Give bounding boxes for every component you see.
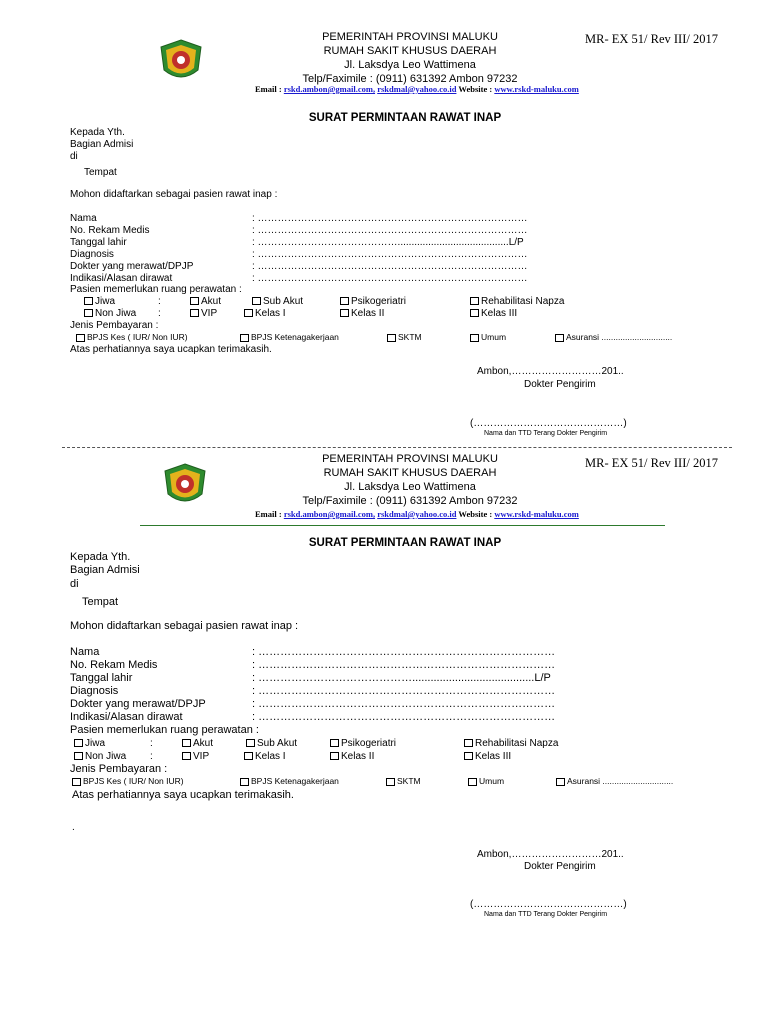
checkbox-icon[interactable] [468, 778, 477, 786]
letterhead [290, 30, 530, 86]
checkbox-icon[interactable] [470, 309, 479, 317]
room-option-akut[interactable]: Akut [190, 296, 221, 307]
letterhead-line-3: Jl. Laksdya Leo Wattimena [344, 481, 476, 493]
contact-line [255, 509, 579, 519]
letterhead [290, 452, 530, 508]
intro-text: Mohon didaftarkan sebagai pasien rawat inap : [70, 620, 299, 632]
checkbox-icon[interactable] [74, 739, 83, 747]
checkbox-icon[interactable] [84, 297, 93, 305]
field-label-tanggal-lahir: Tanggal lahir [70, 237, 127, 248]
room-option-sub-akut[interactable]: Sub Akut [252, 296, 303, 307]
form-title: SURAT PERMINTAAN RAWAT INAP [308, 112, 502, 124]
letterhead-line-2: RUMAH SAKIT KHUSUS DAERAH [323, 467, 497, 479]
recipient-line-4: Tempat [82, 596, 119, 608]
room-option-napza[interactable]: Rehabilitasi Napza [470, 296, 564, 307]
room-colon-2: : [150, 751, 153, 762]
checkbox-icon[interactable] [340, 309, 349, 317]
field-label-dpjp: Dokter yang merawat/DPJP [70, 261, 194, 272]
room-option-kelas-3[interactable]: Kelas III [470, 308, 517, 319]
checkbox-icon[interactable] [76, 334, 85, 342]
payment-option-bpjs-kes[interactable]: BPJS Kes ( IUR/ Non IUR) [72, 776, 184, 786]
room-colon-1: : [158, 296, 161, 307]
room-colon-1: : [150, 738, 153, 749]
field-value-dpjp[interactable]: : ……………………………………………………………………… [252, 698, 556, 710]
field-value-rekam-medis[interactable]: : ……………………………………………………………………… [252, 659, 556, 671]
letterhead-line-1: PEMERINTAH PROVINSI MALUKU [322, 453, 498, 465]
payment-option-bpjs-tk[interactable]: BPJS Ketenagakerjaan [240, 332, 339, 342]
document-code: MR- EX 51/ Rev III/ 2017 [585, 32, 718, 46]
checkbox-icon[interactable] [555, 334, 564, 342]
province-logo-icon [162, 462, 208, 508]
room-option-psikogeriatri[interactable]: Psikogeriatri [330, 738, 396, 749]
recipient-line-3: di [70, 151, 78, 162]
website-link[interactable]: www.rskd-maluku.com [494, 509, 579, 519]
room-option-kelas-1[interactable]: Kelas I [244, 751, 286, 762]
room-option-vip[interactable]: VIP [182, 751, 209, 762]
field-label-dpjp: Dokter yang merawat/DPJP [70, 698, 206, 710]
field-value-tanggal-lahir[interactable]: : ……………………………………........................................L/P [252, 237, 524, 248]
recipient-line-1: Kepada Yth. [70, 127, 125, 138]
room-option-napza[interactable]: Rehabilitasi Napza [464, 738, 558, 749]
signature-caption: Nama dan TTD Terang Dokter Pengirim [484, 430, 608, 437]
recipient-line-3: di [70, 578, 79, 590]
field-label-diagnosis: Diagnosis [70, 685, 119, 697]
thanks-text: Atas perhatiannya saya ucapkan terimakasih. [70, 344, 272, 355]
checkbox-icon[interactable] [72, 778, 81, 786]
payment-option-sktm[interactable]: SKTM [387, 332, 422, 342]
recipient-line-4: Tempat [84, 167, 117, 178]
checkbox-icon[interactable] [190, 297, 199, 305]
form-copy-1 [0, 0, 768, 440]
payment-option-sktm[interactable]: SKTM [386, 776, 421, 786]
checkbox-icon[interactable] [464, 752, 473, 760]
checkbox-icon[interactable] [330, 739, 339, 747]
room-option-jiwa[interactable]: Jiwa [74, 738, 105, 749]
payment-option-asuransi[interactable]: Asuransi .............................. [555, 332, 672, 342]
room-label: Pasien memerlukan ruang perawatan : [70, 284, 242, 295]
place-date[interactable]: Ambon,………………………201.. [477, 366, 624, 377]
field-value-nama[interactable]: : ……………………………………………………………………… [252, 646, 556, 658]
letterhead-line-3: Jl. Laksdya Leo Wattimena [344, 59, 476, 71]
payment-label: Jenis Pembayaran : [70, 763, 168, 775]
sender-label: Dokter Pengirim [524, 861, 596, 872]
checkbox-icon[interactable] [387, 334, 396, 342]
field-label-nama: Nama [70, 213, 97, 224]
email-link-1[interactable]: rskd.ambon@gmail.com, [283, 509, 376, 519]
room-option-akut[interactable]: Akut [182, 738, 213, 749]
field-value-indikasi[interactable]: : ……………………………………………………………………… [252, 711, 556, 723]
payment-option-umum[interactable]: Umum [468, 776, 504, 786]
field-label-tanggal-lahir: Tanggal lahir [70, 672, 133, 684]
field-value-diagnosis[interactable]: : ……………………………………………………………………… [252, 685, 556, 697]
checkbox-icon[interactable] [182, 752, 191, 760]
thanks-text: Atas perhatiannya saya ucapkan terimakasih. [72, 789, 294, 801]
website-label: Website : [458, 509, 493, 519]
field-value-tanggal-lahir[interactable]: : ……………………………………........................................L/P [252, 672, 551, 684]
field-value-nama[interactable]: : ……………………………………………………………………… [252, 213, 528, 224]
field-value-rekam-medis[interactable]: : ……………………………………………………………………… [252, 225, 528, 236]
checkbox-icon[interactable] [464, 739, 473, 747]
checkbox-icon[interactable] [190, 309, 199, 317]
signature-caption: Nama dan TTD Terang Dokter Pengirim [484, 911, 608, 918]
payment-option-umum[interactable]: Umum [470, 332, 506, 342]
checkbox-icon[interactable] [240, 778, 249, 786]
field-value-dpjp[interactable]: : ……………………………………………………………………… [252, 261, 528, 272]
province-logo-icon [158, 38, 204, 84]
letterhead-line-4: Telp/Faximile : (0911) 631392 Ambon 97232 [302, 495, 518, 507]
room-option-non-jiwa[interactable]: Non Jiwa [74, 751, 126, 762]
room-option-psikogeriatri[interactable]: Psikogeriatri [340, 296, 406, 307]
room-option-sub-akut[interactable]: Sub Akut [246, 738, 297, 749]
checkbox-icon[interactable] [470, 297, 479, 305]
form-title: SURAT PERMINTAAN RAWAT INAP [308, 537, 502, 549]
room-colon-2: : [158, 308, 161, 319]
form-copy-2 [0, 440, 768, 940]
signature-line[interactable]: (………………………………………) [470, 418, 627, 429]
place-date[interactable]: Ambon,………………………201.. [477, 849, 624, 860]
checkbox-icon[interactable] [74, 752, 83, 760]
sender-label: Dokter Pengirim [524, 379, 596, 390]
room-option-non-jiwa[interactable]: Non Jiwa [84, 308, 136, 319]
field-label-rekam-medis: No. Rekam Medis [70, 659, 158, 671]
recipient-line-1: Kepada Yth. [70, 551, 131, 563]
room-label: Pasien memerlukan ruang perawatan : [70, 724, 259, 736]
checkbox-icon[interactable] [244, 309, 253, 317]
email-link-2[interactable]: rskdmal@yahoo.co.id [377, 84, 457, 94]
payment-option-bpjs-kes[interactable]: BPJS Kes ( IUR/ Non IUR) [76, 332, 188, 342]
field-label-indikasi: Indikasi/Alasan dirawat [70, 711, 183, 723]
checkbox-icon[interactable] [246, 739, 255, 747]
document-code: MR- EX 51/ Rev III/ 2017 [585, 456, 718, 470]
stray-dot: . [72, 822, 75, 833]
intro-text: Mohon didaftarkan sebagai pasien rawat inap : [70, 189, 278, 200]
email-link-1[interactable]: rskd.ambon@gmail.com, [283, 84, 376, 94]
field-value-diagnosis[interactable]: : ……………………………………………………………………… [252, 249, 528, 260]
checkbox-icon[interactable] [240, 334, 249, 342]
field-label-indikasi: Indikasi/Alasan dirawat [70, 273, 173, 284]
checkbox-icon[interactable] [556, 778, 565, 786]
recipient-line-2: Bagian Admisi [70, 564, 140, 576]
email-label: Email : [255, 84, 282, 94]
checkbox-icon[interactable] [386, 778, 395, 786]
payment-option-asuransi[interactable]: Asuransi .............................. [556, 776, 673, 786]
letterhead-line-2: RUMAH SAKIT KHUSUS DAERAH [323, 45, 497, 57]
email-label: Email : [255, 509, 282, 519]
room-option-kelas-3[interactable]: Kelas III [464, 751, 511, 762]
contact-line [255, 84, 579, 94]
room-option-kelas-1[interactable]: Kelas I [244, 308, 286, 319]
signature-line[interactable]: (………………………………………) [470, 899, 627, 910]
payment-option-bpjs-tk[interactable]: BPJS Ketenagakerjaan [240, 776, 339, 786]
header-rule [140, 525, 665, 526]
checkbox-icon[interactable] [340, 297, 349, 305]
room-option-kelas-2[interactable]: Kelas II [330, 751, 374, 762]
website-label: Website : [458, 84, 493, 94]
recipient-line-2: Bagian Admisi [70, 139, 134, 150]
checkbox-icon[interactable] [244, 752, 253, 760]
room-option-jiwa[interactable]: Jiwa [84, 296, 115, 307]
email-link-2[interactable]: rskdmal@yahoo.co.id [377, 509, 457, 519]
payment-label: Jenis Pembayaran : [70, 320, 159, 331]
room-option-vip[interactable]: VIP [190, 308, 217, 319]
letterhead-line-4: Telp/Faximile : (0911) 631392 Ambon 97232 [302, 73, 518, 85]
field-label-rekam-medis: No. Rekam Medis [70, 225, 150, 236]
checkbox-icon[interactable] [252, 297, 261, 305]
website-link[interactable]: www.rskd-maluku.com [494, 84, 579, 94]
checkbox-icon[interactable] [470, 334, 479, 342]
room-option-kelas-2[interactable]: Kelas II [340, 308, 384, 319]
checkbox-icon[interactable] [84, 309, 93, 317]
checkbox-icon[interactable] [182, 739, 191, 747]
field-label-nama: Nama [70, 646, 100, 658]
checkbox-icon[interactable] [330, 752, 339, 760]
letterhead-line-1: PEMERINTAH PROVINSI MALUKU [322, 31, 498, 43]
field-label-diagnosis: Diagnosis [70, 249, 114, 260]
field-value-indikasi[interactable]: : ……………………………………………………………………… [252, 273, 528, 284]
